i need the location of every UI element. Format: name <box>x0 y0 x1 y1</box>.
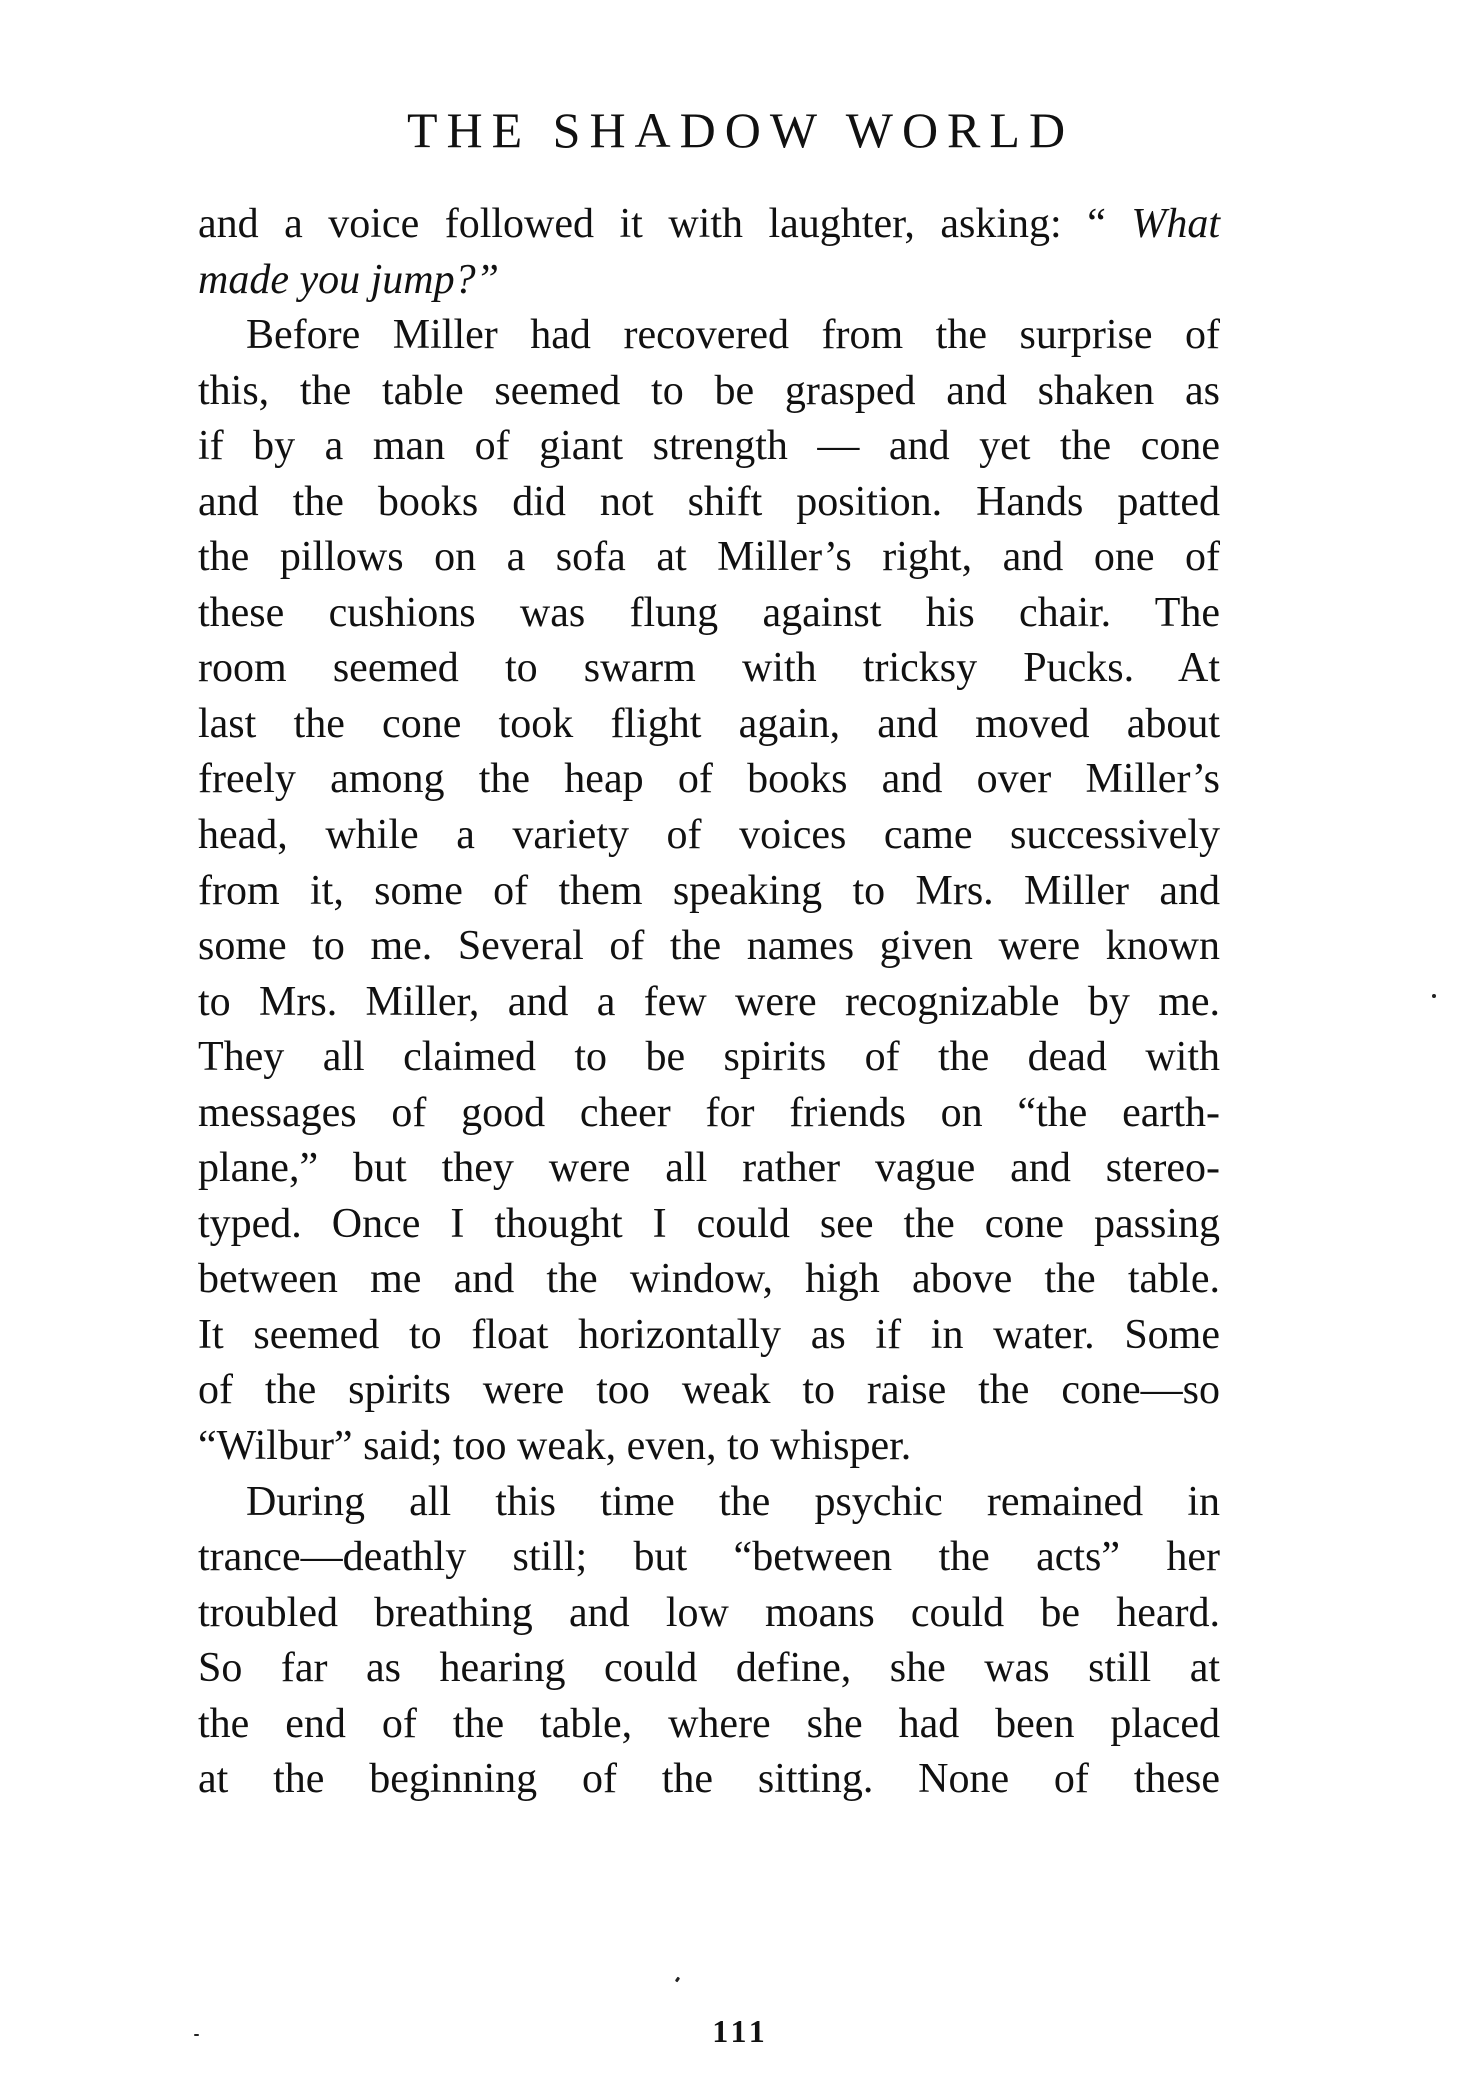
scan-speck <box>675 1977 680 1983</box>
text-segment: During all this time the psychic remained in <box>246 1478 1220 1525</box>
text-line <box>198 253 1220 309</box>
italic-text: What <box>1131 201 1220 247</box>
body-text <box>198 197 1220 1808</box>
scan-speck <box>194 2034 199 2036</box>
text-segment: and a voice followed it with laughter, asking: “ <box>198 201 1132 247</box>
text-segment: to Mrs. Miller, and a few were recognizable by me. <box>198 978 1220 1025</box>
text-segment: freely among the heap of books and over Miller’s <box>198 756 1220 803</box>
text-segment: last the cone took flight again, and moved about <box>198 700 1220 747</box>
text-segment: between me and the window, high above the table. <box>198 1256 1220 1303</box>
text-segment: typed. Once I thought I could see the cone passing <box>198 1200 1220 1247</box>
text-segment: these cushions was flung against his chair. The <box>198 589 1220 636</box>
text-line <box>198 1308 1220 1364</box>
text-line <box>198 1030 1220 1086</box>
text-line <box>198 1641 1220 1697</box>
text-segment: of the spirits were too weak to raise the cone—so <box>198 1367 1220 1414</box>
text-segment: room seemed to swarm with tricksy Pucks. At <box>198 645 1220 692</box>
text-line <box>198 1419 1220 1475</box>
text-line <box>198 364 1220 420</box>
text-segment: They all claimed to be spirits of the dead with <box>198 1034 1220 1081</box>
text-segment: “Wilbur” said; too weak, even, to whisper. <box>198 1423 912 1470</box>
paragraph <box>198 1475 1220 1808</box>
text-line <box>198 1086 1220 1142</box>
page-number: 111 <box>712 2013 769 2049</box>
text-segment: from it, some of them speaking to Mrs. Miller and <box>198 867 1220 914</box>
scan-speck <box>1432 994 1436 998</box>
text-line <box>198 864 1220 920</box>
text-segment: It seemed to float horizontally as if in water. Some <box>198 1311 1220 1358</box>
text-line <box>198 1752 1220 1808</box>
text-line <box>198 975 1220 1031</box>
text-line <box>198 1141 1220 1197</box>
text-line <box>198 586 1220 642</box>
text-line <box>198 475 1220 531</box>
text-line <box>198 1586 1220 1642</box>
text-line <box>198 641 1220 697</box>
text-line <box>198 697 1220 753</box>
text-segment: head, while a variety of voices came successively <box>198 812 1220 859</box>
text-segment: troubled breathing and low moans could be heard. <box>198 1589 1220 1636</box>
text-line <box>198 808 1220 864</box>
text-segment: and the books did not shift position. Hands patted <box>198 478 1220 525</box>
running-head: THE SHADOW WORLD <box>406 102 1075 158</box>
text-line <box>198 919 1220 975</box>
text-line <box>198 308 1220 364</box>
text-line <box>198 1363 1220 1419</box>
text-segment: at the beginning of the sitting. None of these <box>198 1756 1220 1803</box>
text-segment: So far as hearing could define, she was still at <box>198 1645 1220 1692</box>
text-line <box>198 1197 1220 1253</box>
text-segment: the pillows on a sofa at Miller’s right, and one of <box>198 534 1220 581</box>
paragraph <box>198 308 1220 1474</box>
text-line <box>198 197 1220 253</box>
text-segment: messages of good cheer for friends on “the earth- <box>198 1089 1220 1136</box>
italic-text: made you jump?” <box>198 256 499 303</box>
text-segment: this, the table seemed to be grasped and shaken as <box>198 367 1220 414</box>
text-segment: the end of the table, where she had been placed <box>198 1700 1220 1747</box>
text-line <box>198 1530 1220 1586</box>
text-line <box>198 752 1220 808</box>
text-segment: if by a man of giant strength — and yet the cone <box>198 423 1220 470</box>
paragraph <box>198 197 1220 308</box>
text-segment: trance—deathly still; but “between the acts” her <box>198 1534 1220 1581</box>
text-line <box>198 419 1220 475</box>
text-line <box>198 1252 1220 1308</box>
text-segment: plane,” but they were all rather vague and stereo- <box>198 1145 1220 1192</box>
text-segment: some to me. Several of the names given were known <box>198 923 1220 970</box>
text-line <box>198 530 1220 586</box>
text-line <box>198 1697 1220 1753</box>
text-line <box>198 1475 1220 1531</box>
text-segment: Before Miller had recovered from the surprise of <box>246 312 1220 359</box>
